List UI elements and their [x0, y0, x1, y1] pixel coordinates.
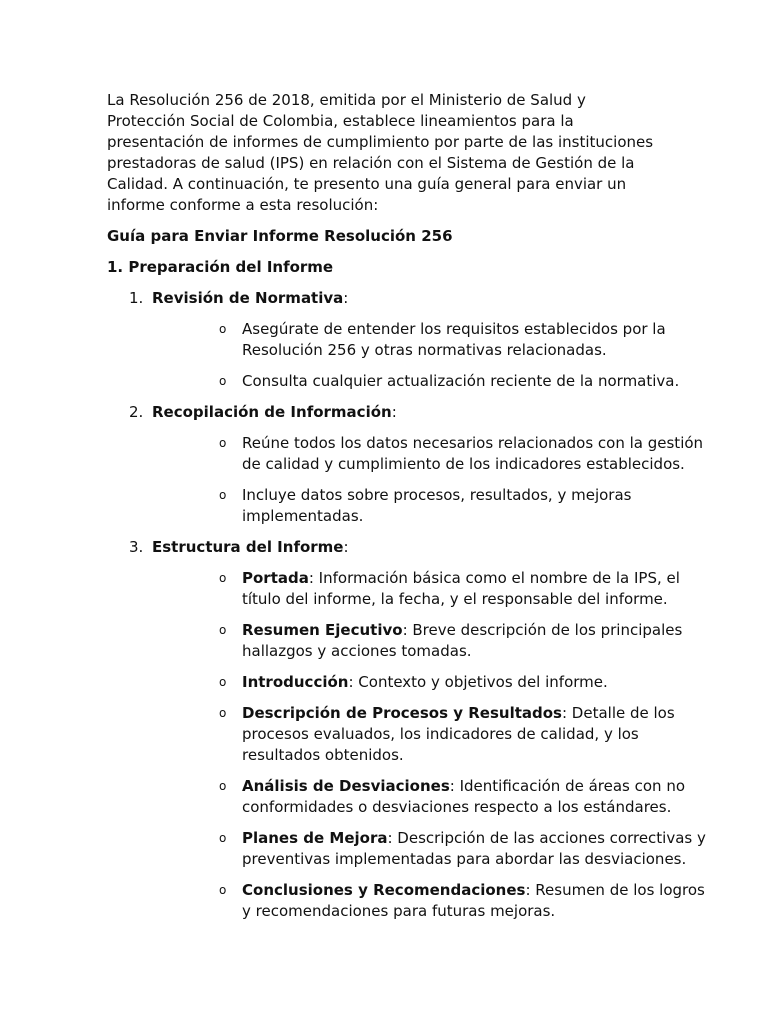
- circle-bullet-icon: o: [219, 883, 227, 897]
- sub-item-text: : Breve descripción de los principales hallazgos y acciones tomadas.: [242, 621, 683, 660]
- circle-bullet-icon: o: [219, 623, 227, 637]
- sub-item-text: : Detalle de los procesos evaluados, los indicadores de calidad, y los resultados obtenidos.: [242, 704, 675, 764]
- step-heading: [152, 403, 397, 421]
- sub-item: [152, 880, 708, 922]
- sub-item-text: Incluye datos sobre procesos, resultados, y mejoras implementadas.: [242, 486, 632, 525]
- intro-paragraph: La Resolución 256 de 2018, emitida por el Ministerio de Salud y Protección Social de Colombia, establece lineamientos para la presentación de informes de cumplimiento por parte de las instituciones prestadoras de salud (IPS) en relación con el Sistema de Gestión de la Calidad. A continuación, te presento una guía general para enviar un informe conforme a esta resolución:: [107, 91, 654, 214]
- circle-bullet-icon: o: [219, 675, 227, 689]
- step-title: Estructura del Informe: [152, 538, 344, 556]
- step-title-colon: :: [391, 403, 397, 421]
- sub-list: [152, 319, 680, 392]
- circle-bullet-icon: o: [219, 374, 227, 388]
- sub-item-label: Conclusiones y Recomendaciones: [242, 881, 526, 899]
- step-title: Revisión de Normativa: [152, 289, 344, 307]
- sub-item-label: Análisis de Desviaciones: [242, 777, 450, 795]
- step-number: 3.: [129, 538, 144, 556]
- step-number: 2.: [129, 403, 144, 421]
- circle-bullet-icon: o: [219, 831, 227, 845]
- circle-bullet-icon: o: [219, 706, 227, 720]
- sub-item-label: Descripción de Procesos y Resultados: [242, 704, 562, 722]
- guide-title: Guía para Enviar Informe Resolución 256: [107, 227, 453, 245]
- sub-item-text: : Información básica como el nombre de la IPS, el título del informe, la fecha, y el responsable del informe.: [242, 569, 680, 608]
- circle-bullet-icon: o: [219, 571, 227, 585]
- circle-bullet-icon: o: [219, 779, 227, 793]
- sub-item-text: : Resumen de los logros y recomendaciones para futuras mejoras.: [242, 881, 705, 920]
- sub-list: [152, 433, 704, 527]
- sub-item: [152, 568, 708, 610]
- circle-bullet-icon: o: [219, 488, 227, 502]
- sub-item-text: Consulta cualquier actualización reciente de la normativa.: [242, 372, 680, 390]
- sub-item: [152, 433, 708, 475]
- steps-list: [107, 288, 706, 922]
- step-heading: [152, 289, 348, 307]
- sub-item: [152, 485, 708, 527]
- sub-item: [152, 703, 708, 766]
- sub-item: [152, 776, 708, 818]
- step-item: [107, 402, 704, 527]
- step-title-colon: :: [343, 538, 349, 556]
- sub-item: [152, 620, 708, 662]
- sub-item: [152, 371, 708, 392]
- sub-item: [152, 828, 708, 870]
- step-heading: [152, 538, 349, 556]
- circle-bullet-icon: o: [219, 436, 227, 450]
- step-item: [107, 288, 680, 392]
- circle-bullet-icon: o: [219, 322, 227, 336]
- sub-item-text: : Descripción de las acciones correctivas y preventivas implementadas para abordar las desviaciones.: [242, 829, 706, 868]
- sub-item: [152, 672, 708, 693]
- sub-item-label: Portada: [242, 569, 309, 587]
- sub-list: [152, 568, 706, 922]
- sub-item-label: Introducción: [242, 673, 349, 691]
- step-title-colon: :: [343, 289, 349, 307]
- sub-item-label: Resumen Ejecutivo: [242, 621, 403, 639]
- sub-item-text: Reúne todos los datos necesarios relacionados con la gestión de calidad y cumplimiento de los indicadores establecidos.: [242, 434, 704, 473]
- step-item: [107, 537, 706, 922]
- sub-item-text: Asegúrate de entender los requisitos establecidos por la Resolución 256 y otras normativas relacionadas.: [242, 320, 666, 359]
- sub-item-text: : Contexto y objetivos del informe.: [348, 673, 608, 691]
- sub-item-text: : Identificación de áreas con no conformidades o desviaciones respecto a los estándares.: [242, 777, 686, 816]
- sub-item: [152, 319, 708, 361]
- section-title: 1. Preparación del Informe: [107, 258, 334, 276]
- step-number: 1.: [129, 289, 144, 307]
- sub-item-label: Planes de Mejora: [242, 829, 388, 847]
- step-title: Recopilación de Información: [152, 403, 392, 421]
